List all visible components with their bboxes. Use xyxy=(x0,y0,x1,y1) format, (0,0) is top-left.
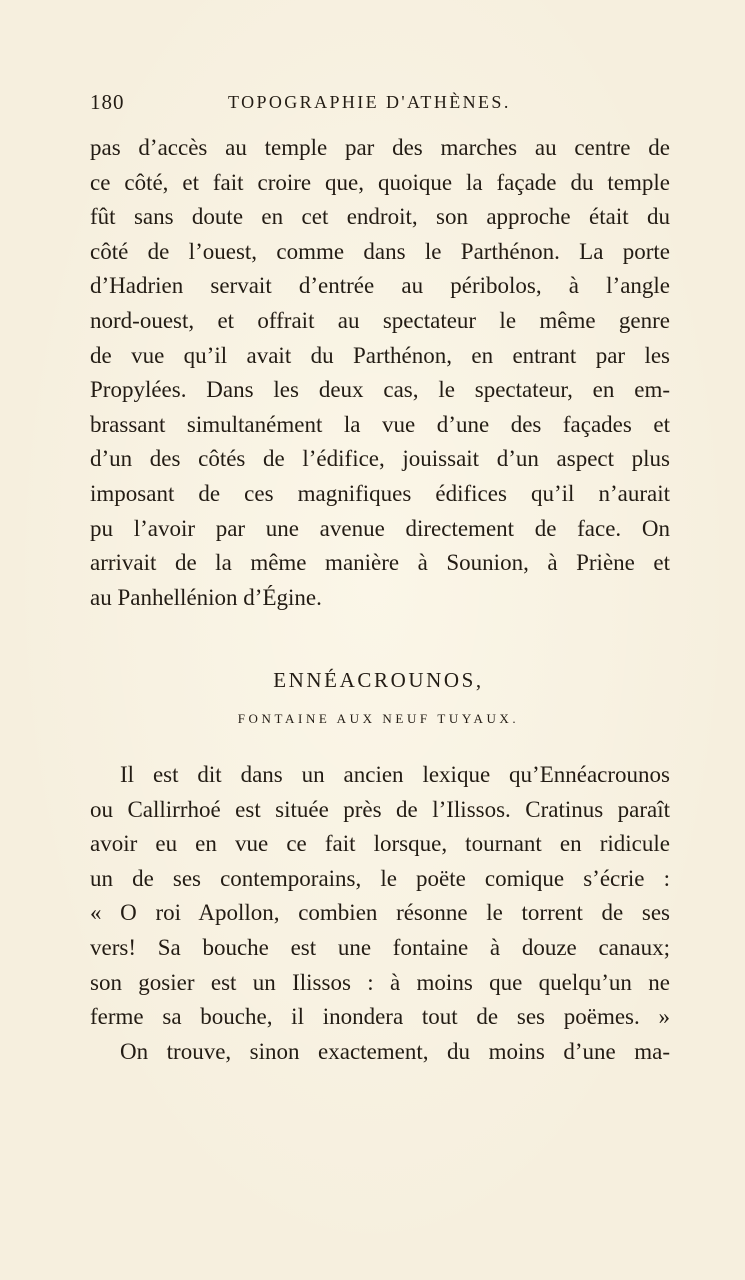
text-line: Propylées. Dans les deux cas, le spectateur, en em- xyxy=(90,377,670,403)
paragraph-parthenon-approach xyxy=(90,131,670,615)
text-line: d’un des côtés de l’édifice, jouissait d’un aspect plus xyxy=(90,446,670,472)
text-line: nord-ouest, et offrait au spectateur le même genre xyxy=(90,307,670,333)
text-line: imposant de ces magnifiques édifices qu’il n’aurait xyxy=(90,480,670,506)
text-line: ferme sa bouche, il inondera tout de ses poëmes. » xyxy=(90,1004,670,1030)
text-line: pu l’avoir par une avenue directement de face. On xyxy=(90,515,670,541)
text-line: ou Callirrhoé est située près de l’Ilissos. Cratinus paraît xyxy=(90,796,670,822)
text-line: avoir eu en vue ce fait lorsque, tournant en ridicule xyxy=(90,831,670,857)
text-line: d’Hadrien servait d’entrée au péribolos, à l’angle xyxy=(90,273,670,299)
running-title: TOPOGRAPHIE D'ATHÈNES. xyxy=(228,92,511,112)
text-line: On trouve, sinon exactement, du moins d’une ma- xyxy=(120,1038,670,1064)
text-line: pas d’accès au temple par des marches au centre de xyxy=(90,135,670,160)
page-number: 180 xyxy=(90,90,125,114)
text-line: brassant simultanément la vue d’une des façades et xyxy=(90,411,670,437)
section-subtitle: FONTAINE AUX NEUF TUYAUX. xyxy=(237,711,520,726)
section-title: ENNÉACROUNOS, xyxy=(273,668,484,692)
text-line: fût sans doute en cet endroit, son approche était du xyxy=(90,204,670,230)
text-line: ce côté, et fait croire que, quoique la façade du temple xyxy=(90,169,670,195)
text-line: « O roi Apollon, combien résonne le torrent de ses xyxy=(90,900,670,926)
text-line: arrivait de la même manière à Sounion, à Priène et xyxy=(90,550,670,576)
text-line: de vue qu’il avait du Parthénon, en entrant par les xyxy=(90,342,670,368)
text-line: Il est dit dans un ancien lexique qu’Ennéacrounos xyxy=(120,762,670,787)
text-line: son gosier est un Ilissos : à moins que quelqu’un ne xyxy=(90,969,670,995)
text-line: côté de l’ouest, comme dans le Parthénon. La porte xyxy=(90,238,670,264)
text-line: au Panhellénion d’Égine. xyxy=(90,584,322,610)
page-header xyxy=(90,90,670,120)
text-line: vers! Sa bouche est une fontaine à douze canaux; xyxy=(90,934,670,960)
paragraph-enneacrounos xyxy=(90,758,670,1069)
text-line: un de ses contemporains, le poëte comique s’écrie : xyxy=(90,865,670,891)
